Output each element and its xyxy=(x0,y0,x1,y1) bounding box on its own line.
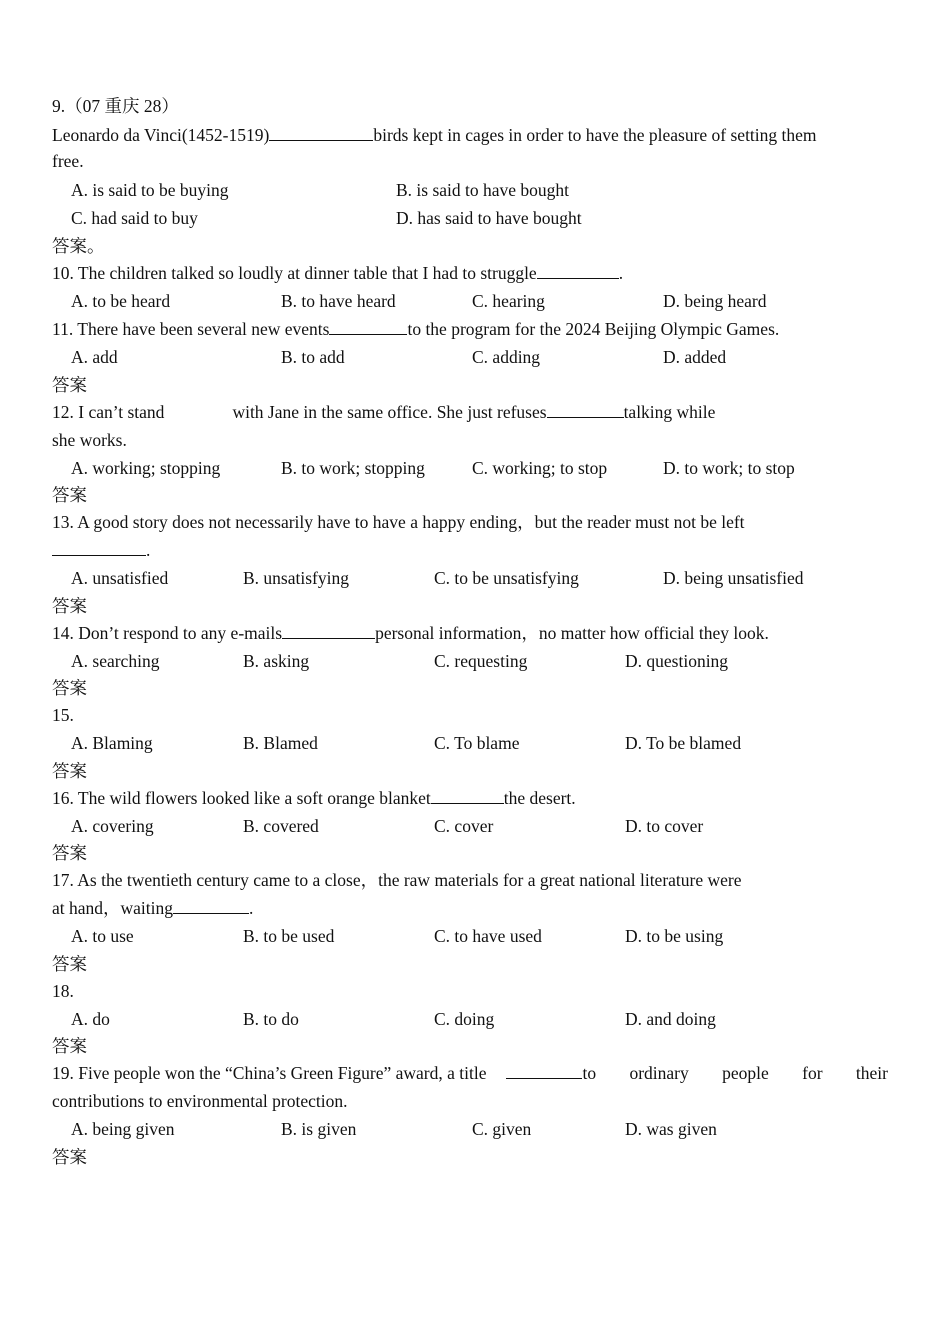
question-sheet xyxy=(52,93,890,1170)
q9-option-d[interactable]: D. has said to have bought xyxy=(396,208,582,228)
q13-answer: 答案 xyxy=(52,595,87,616)
q19-stem-text xyxy=(52,1059,596,1087)
q12-stem-line-1 xyxy=(52,398,890,426)
q12-stem-line-2: she works. xyxy=(52,429,127,450)
q15-answer: 答案 xyxy=(52,760,87,781)
q9-option-b[interactable]: B. is said to have bought xyxy=(396,179,570,200)
q9-stem-text-2: birds kept in cages in order to have the pleasure of setting them xyxy=(373,124,817,145)
q12-option-a[interactable]: A. working; stopping xyxy=(71,457,221,478)
q11-stem-end: to the program for the 2024 Beijing Olympic Games. xyxy=(407,319,780,339)
q14-stem xyxy=(52,619,890,647)
q17-option-b[interactable]: B. to be used xyxy=(243,926,335,946)
q13-blank xyxy=(52,536,146,556)
q13-stem-line-2 xyxy=(52,536,890,564)
q15-option-c[interactable]: C. To blame xyxy=(434,733,520,753)
q11-blank xyxy=(329,315,407,335)
q17-stem-line-2 xyxy=(52,894,890,922)
q17-blank xyxy=(173,894,249,914)
q11-answer: 答案 xyxy=(52,374,87,395)
q18-option-b[interactable]: B. to do xyxy=(243,1008,299,1029)
q9-option-c[interactable]: C. had said to buy xyxy=(71,208,198,228)
q9-options-row-2 xyxy=(52,204,890,233)
q19-stem-line-1 xyxy=(52,1059,888,1087)
q13-option-b[interactable]: B. unsatisfying xyxy=(243,568,349,588)
q14-option-b[interactable]: B. asking xyxy=(243,650,310,671)
q10-option-a[interactable]: A. to be heard xyxy=(71,290,171,311)
q12-blank-2 xyxy=(547,398,624,418)
q11-options xyxy=(52,343,890,372)
q10-option-c[interactable]: C. hearing xyxy=(472,290,545,311)
q14-option-a[interactable]: A. searching xyxy=(71,650,160,671)
q18-option-d[interactable]: D. and doing xyxy=(625,1008,716,1029)
q16-option-c[interactable]: C. cover xyxy=(434,815,494,836)
q12-answer: 答案 xyxy=(52,485,87,505)
q19-blank xyxy=(506,1059,582,1079)
q15-options xyxy=(52,729,890,758)
q16-option-b[interactable]: B. covered xyxy=(243,815,319,836)
q16-stem xyxy=(52,784,890,812)
q9-stem-line-2: free. xyxy=(52,151,84,171)
q17-stem-line-1: 17. As the twentieth century came to a close，the raw materials for a great national literature were xyxy=(52,870,742,890)
q11-stem-text: 11. There have been several new events xyxy=(52,319,330,339)
q10-option-b[interactable]: B. to have heard xyxy=(281,290,396,311)
q11-option-a[interactable]: A. add xyxy=(71,347,118,367)
q17-options xyxy=(52,922,890,951)
q18-option-a[interactable]: A. do xyxy=(71,1008,110,1029)
q19-options xyxy=(52,1115,890,1144)
q16-option-d[interactable]: D. to cover xyxy=(625,815,704,836)
q17-stem-end: . xyxy=(249,898,254,918)
q16-stem-text: 16. The wild flowers looked like a soft orange blanket xyxy=(52,787,431,808)
q13-option-c[interactable]: C. to be unsatisfying xyxy=(434,568,579,588)
q15-option-d[interactable]: D. To be blamed xyxy=(625,733,742,753)
q14-option-d[interactable]: D. questioning xyxy=(625,650,729,671)
q13-option-d[interactable]: D. being unsatisfied xyxy=(663,568,804,588)
q12-option-c[interactable]: C. working; to stop xyxy=(472,457,608,478)
q18-options xyxy=(52,1005,890,1034)
q17-answer: 答案 xyxy=(52,953,87,974)
q16-blank xyxy=(431,784,504,804)
q19-answer: 答案 xyxy=(52,1146,87,1167)
q9-blank xyxy=(269,121,373,141)
q15-option-a[interactable]: A. Blaming xyxy=(71,733,153,753)
q18-option-c[interactable]: C. doing xyxy=(434,1008,495,1029)
q10-option-d[interactable]: D. being heard xyxy=(663,290,767,311)
q14-option-c[interactable]: C. requesting xyxy=(434,650,528,671)
q10-stem-text: 10. The children talked so loudly at dinner table that I had to struggle xyxy=(52,262,537,283)
q19-word-for: for xyxy=(802,1063,823,1083)
q18-answer: 答案 xyxy=(52,1036,87,1056)
q18-stem: 18. xyxy=(52,980,74,1001)
q14-options xyxy=(52,647,890,676)
q12-option-d[interactable]: D. to work; to stop xyxy=(663,457,795,478)
q15-stem: 15. xyxy=(52,705,74,725)
q12-stem-text: 12. I can’t stand xyxy=(52,401,165,422)
q19-stem-part: 19. Five people won the “China’s Green Figure” award, a title xyxy=(52,1063,487,1083)
q13-stem-line-1: 13. A good story does not necessarily have to have a happy ending，but the reader must not be left xyxy=(52,512,745,532)
q12-stem-mid: with Jane in the same office. She just refuses xyxy=(232,401,547,422)
q10-options xyxy=(52,287,890,316)
q19-word-to: to xyxy=(582,1063,597,1083)
q13-options xyxy=(52,564,890,593)
q17-option-c[interactable]: C. to have used xyxy=(434,926,542,946)
q17-stem-text: at hand，waiting xyxy=(52,898,174,918)
q17-option-a[interactable]: A. to use xyxy=(71,926,134,946)
q19-option-b[interactable]: B. is given xyxy=(281,1119,357,1139)
q13-option-a[interactable]: A. unsatisfied xyxy=(71,568,169,588)
q11-option-c[interactable]: C. adding xyxy=(472,347,541,367)
q14-stem-text: 14. Don’t respond to any e-mails xyxy=(52,622,283,643)
q16-answer: 答案 xyxy=(52,843,87,863)
q17-option-d[interactable]: D. to be using xyxy=(625,926,724,946)
q19-word-ordinary: ordinary xyxy=(629,1063,689,1083)
q9-options-row-1 xyxy=(52,176,890,205)
q16-option-a[interactable]: A. covering xyxy=(71,815,154,836)
q13-stem-end: . xyxy=(146,540,151,560)
q16-stem-end: the desert. xyxy=(503,787,576,808)
q19-option-d[interactable]: D. was given xyxy=(625,1119,717,1139)
q15-option-b[interactable]: B. Blamed xyxy=(243,733,318,753)
q12-option-b[interactable]: B. to work; stopping xyxy=(281,457,425,478)
q9-answer: 答案。 xyxy=(52,235,105,256)
q9-option-a[interactable]: A. is said to be buying xyxy=(71,179,229,200)
q11-stem xyxy=(52,315,890,343)
q9-header: 9.（07 重庆 28） xyxy=(52,96,179,116)
q10-stem xyxy=(52,259,890,287)
q11-option-b[interactable]: B. to add xyxy=(281,347,345,367)
q14-answer: 答案 xyxy=(52,678,87,698)
q19-word-people: people xyxy=(722,1063,769,1083)
q19-option-a[interactable]: A. being given xyxy=(71,1119,175,1139)
q19-word-their: their xyxy=(855,1063,888,1083)
q10-blank xyxy=(537,259,619,279)
q9-stem-text: Leonardo da Vinci(1452-1519) xyxy=(52,124,270,145)
q19-option-c[interactable]: C. given xyxy=(472,1119,532,1139)
q12-options xyxy=(52,454,890,483)
q11-option-d[interactable]: D. added xyxy=(663,347,727,367)
q19-stem-line-2: contributions to environmental protection. xyxy=(52,1091,348,1111)
q16-options xyxy=(52,812,890,841)
q14-stem-end: personal information，no matter how official they look. xyxy=(375,622,769,643)
q14-blank xyxy=(282,619,375,639)
q12-stem-end: talking while xyxy=(623,401,716,422)
q9-stem-line-1 xyxy=(52,121,890,149)
q10-stem-end: . xyxy=(618,262,624,283)
